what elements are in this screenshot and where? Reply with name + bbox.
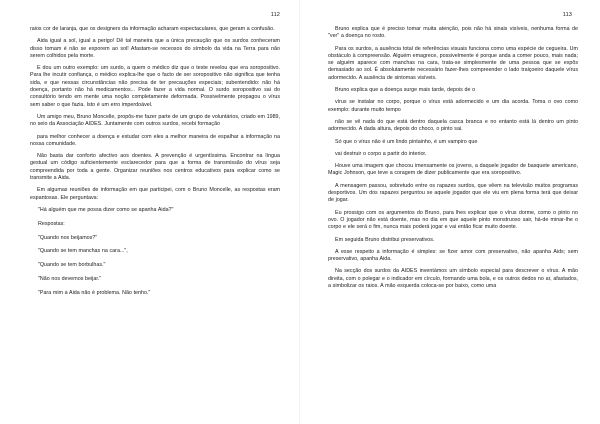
quote-line: "Quando se tem manchas na cara...", (38, 248, 128, 255)
paragraph: Em algumas reuniões de informação em que participei, com o Bruno Moncelle, as respostas eram espantosas. Ele perguntava: (30, 187, 280, 201)
left-page-text (30, 26, 280, 297)
paragraph: Na secção dos surdos da AIDES inventámos um símbolo especial para descrever o vírus. A mão direita, com o polegar e o indicador em círculo, formando uma bola, e os outros dedos no ar, afastados, a simbolizar os raios. A mão esquerda coloca-se por baixo, como uma (328, 268, 578, 290)
quote-line: "Quando se tem borbulhas." (38, 262, 106, 269)
paragraph: Aida igual a sol, igual a perigo! Dê tal maneira que a única precaução que os surdos conheceram disso tomam é não se exporem ao sol! Afastam-se receosos do símbolo da vida na Terra para não serem colhidos pela morte. (30, 38, 280, 59)
paragraph: E dou um outro exemplo: um surdo, a quem o médico diz que o teste revelou que era soropositivo. Para lhe incutir confiança, o médico explica-lhe que o facto de ser soropositivo não significa que tenha sida, e que nessas circunstâncias não precisa de ter precauções especiais; subentendido: não há doença, portanto não há medicamentos... Pode fazer a vida normal. O surdo soropositivo sai do consultório tendo em mente uma noção completamente deformada. Possivelmente propagou o vírus sem saber o que fazia. Isto é um erro imperdoável. (30, 65, 280, 108)
quote-line: "Quando nos beijamos?" (38, 234, 98, 241)
paragraph: A esse respeito a informação é simples: se fizer amor com preservativo, não apanha Aids; sem preservativo, apanha Aida. (328, 248, 578, 263)
paragraph: Eu prossigo com os argumentos do Bruno, para lhes explicar que o vírus dorme, como o pinto no ovo. O jogador não está doente, mas no dia em que aquele pinto monstruoso sair, há-de minar-lhe o corpo e ele será o fim, nunca mais poderá jogar e vai então ficar muito doente. (328, 209, 578, 231)
quote-line: "Não nos devemos beijar." (38, 275, 102, 282)
quote-line: Respostas: (38, 220, 65, 227)
left-page-number: 112 (270, 12, 280, 18)
paragraph: não se vê nada do que está dentro daquela casca branca e no entanto está lá dentro um pinto adormecido. A dada altura, depois do choco, o pinto sai. (328, 118, 578, 133)
right-page-number: 113 (562, 12, 572, 18)
paragraph: A mensagem passou, sobretudo entre os rapazes surdos, que vêem na televisão muitos programas desportivos. Um dos rapazes perguntou se aquele jogador que ele viu em plena forma terá que deixar de jogar. (328, 182, 578, 204)
quote-line: "Para mim a Aida não é problema. Não tenho." (38, 289, 151, 296)
paragraph: para melhor conhecer a doença e estudar com eles a melhor maneira de espalhar a informação na nossa comunidade. (30, 133, 280, 147)
paragraph: raios cor de laranja, que os designers da informação acharam espectaculares, que geram a confusão. (30, 26, 275, 32)
paragraph: vírus se instalar no corpo, porque o vírus está adormecido e um dia acorda. Toma o ovo como exemplo: durante muito tempo (328, 99, 578, 113)
paragraph: Para os surdos, a ausência total de referências visuais funciona como uma espécie de cegueira. Um obstáculo à compreensão. Alguém emagrece, possivelmente é porque anda a comer pouco, mais nada; se alguém aparece com manchas na cara, trata-se simplesmente de uma pessoa que se expôs demasiado ao sol. É absolutamente necessário fazer-lhes compreender o lado traiçoeiro daquele vírus adormecido. A ausência de sintomas visíveis. (328, 45, 578, 81)
paragraph: Bruno explica que a doença surge mais tarde, depois de o (335, 87, 476, 94)
right-page (300, 0, 600, 424)
paragraph: Só que o vírus não é um lindo pintainho, é um vampiro que (335, 138, 478, 145)
paragraph: Um amigo meu, Bruno Moncelle, propôs-me fazer parte de um grupo de voluntários, criado em 1989, no seio da Associação AIDES. Juntamente com outros surdos, recebi formação (30, 113, 280, 128)
paragraph: vai destruir o corpo a partir do interior. (335, 150, 427, 157)
right-page-text (328, 26, 578, 290)
quote-line: "Há alguém que me possa dizer como se apanha Aida?" (38, 206, 174, 213)
paragraph: Bruno explica que é preciso tomar muita atenção, pois não há sinais visíveis, nenhuma forma de "ver" a doença no rosto. (328, 26, 578, 40)
paragraph: Em seguida Bruno distribui preservativos. (335, 236, 435, 243)
paragraph: Houve uma imagem que chocou imensamente os jovens, a daquele jogador de basquete americano, Magic Johnson, que teve a coragem de dizer publicamente que era soropositivo. (328, 163, 578, 177)
paragraph: Não basta dar conforto afectivo aos doentes. A prevenção é urgentíssima. Encontrar na língua gestual um código suficientemente esclarecedor para que a forma de transmissão do vírus seja compreendida por toda a gente. Organizar reuniões nos centros educativos para explicar como se transmite a Aida. (30, 153, 280, 182)
